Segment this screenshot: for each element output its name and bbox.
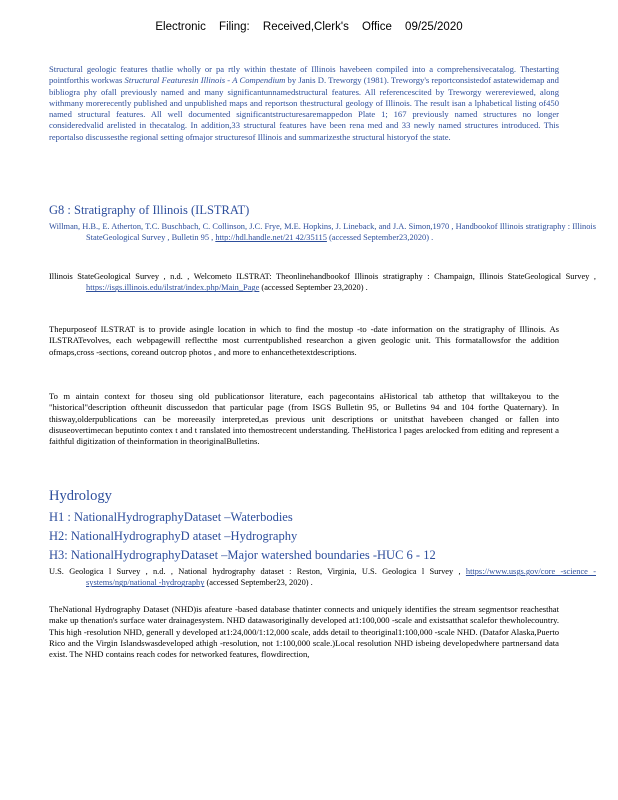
nhd-description-paragraph: TheNational Hydrography Dataset (NHD)is afeature -based database thatinter connects and uniquely identifies the stream segmentsor reachesthat make up thenation's surface water drainagesystem. NHD datawasoriginally developed at1:100,000 -scale and existsatthat scalefor thewholecountry. This high -resolution NHD, generall y developed at1:24,000/1:12,000 scale, adds detail to theoriginal1:100,000 -scale NHD. (Datafor Alaska,Puerto Rico and the Virgin Islandswasdeveloped athigh -resolution, not 1:100,000 scale.)Local resolution NHD isbeing developedwhere partnersand data exist. The NHD contains reach codes for networked features, flowdirection, <box>49 604 560 660</box>
compendium-title: Structural Featuresin Illinois - A Compendium <box>124 75 286 86</box>
h1-heading: H1 : NationalHydrographyDataset –Waterbodies <box>49 510 293 524</box>
intro-text-lead: Structural geologic features thatlie wholly or pa rtly within thestate of Illinois havebeen compiled into a comprehensivecatalog. Thestarting pointforthis workwas <box>49 64 559 86</box>
intro-text-rest: by Janis D. Treworgy (1981). Treworgy's reportconsistedof astatewidemap and bibliogra phy ofall previously named and many significantunnamedstructural features. All referencescited by Treworgy werereviewed, along withmany morerecently published and unpublished maps and reportson thestructural geology of Illinois. The result isan a lphabetical listing of450 named structural features. All well documented significantstructuresaremappedon Plate 1; 167 previously named structures no longer consideredvalid arelisted in thecatalog. In addition,33 structural features have been rena med and 33 newly named structures introduced. This reportalso discussesthe regional setting ofmajor structuresof Illinois and summarizesthe structural historyof the state. <box>49 75 559 142</box>
nhd-reference-tail: (accessed September23, 2020) . <box>204 578 313 588</box>
ilstrat-reference-text: Illinois StateGeological Survey , n.d. , Welcometo ILSTRAT: Theonlinehandbookof Illinois stratigraphy : Champaign, Illinois StateGeological Survey , <box>49 272 596 281</box>
ilstrat-main-page-link[interactable]: https://isgs.illinois.edu/ilstrat/index.php/Main_Page <box>86 283 260 293</box>
historical-context-paragraph: To m aintain context for thoseu sing old publicationsor literature, each pagecontains aHistorical tab atthetop that willtakeyou to the "historical"description oftheunit discussedon that particular page (from ISGS Bulletin 95, or Bulletins 94 and 104 forthe Quaternary). In thisway,olderpublications can be moreeasily interpreted,as previous unit descriptions or unitsthat havebeen changed or fallen into disuseovertimecan beputinto contex t and t ranslated into themostrecent understanding. TheHistorica l pages arelocked from editing and represent a faithful digitization of theinformation in theoriginalBulletins. <box>49 391 559 447</box>
willman-reference <box>49 221 596 244</box>
ilstrat-reference-tail: (accessed September 23,2020) . <box>259 283 368 293</box>
willman-reference-text: Willman, H.B., E. Atherton, T.C. Buschbach, C. Collinson, J.C. Frye, M.E. Hopkins, J. Lineback, and J.A. Simon,1970 , Handbookof Illinois stratigraphy : Illinois StateGeological Survey , Bulletin 95 , <box>49 222 596 243</box>
nhd-reference-text: U.S. Geologica l Survey , n.d. , National hydrography dataset : Reston, Virginia, U.S. Geologica l Survey , <box>49 567 466 576</box>
h3-heading: H3: NationalHydrographyDataset –Major watershed boundaries -HUC 6 - 12 <box>49 548 436 562</box>
h2-heading: H2: NationalHydrographyD ataset –Hydrography <box>49 529 298 543</box>
nhd-reference <box>49 566 596 589</box>
ilstrat-reference <box>49 271 596 294</box>
hydrology-heading: Hydrology <box>49 488 112 504</box>
willman-handle-link[interactable]: http://hdl.handle.net/21 42/35115 <box>215 233 327 243</box>
usgs-hydrography-link[interactable]: https://www.usgs.gov/core -science -systems/ngp/national -hydrography <box>86 567 596 588</box>
ilstrat-purpose-paragraph: Thepurposeof ILSTRAT is to provide asingle location in which to find the mostup -to -date information on the stratigraphy of Illinois. As ILSTRATevolves, each webpagewill reflectthe most currentpublished researchon a given geologic unit. This formatallowsfor the addition ofmaps,cross -sections, coreand outcrop photos , and more to enhancethetextdescriptions. <box>49 324 559 357</box>
willman-reference-tail: (accessed September23,2020) . <box>326 233 434 243</box>
intro-paragraph <box>49 64 559 143</box>
g8-section-heading: G8 : Stratigraphy of Illinois (ILSTRAT) <box>49 203 250 217</box>
filing-header: Electronic Filing: Received,Clerk's Office 09/25/2020 <box>155 21 463 33</box>
